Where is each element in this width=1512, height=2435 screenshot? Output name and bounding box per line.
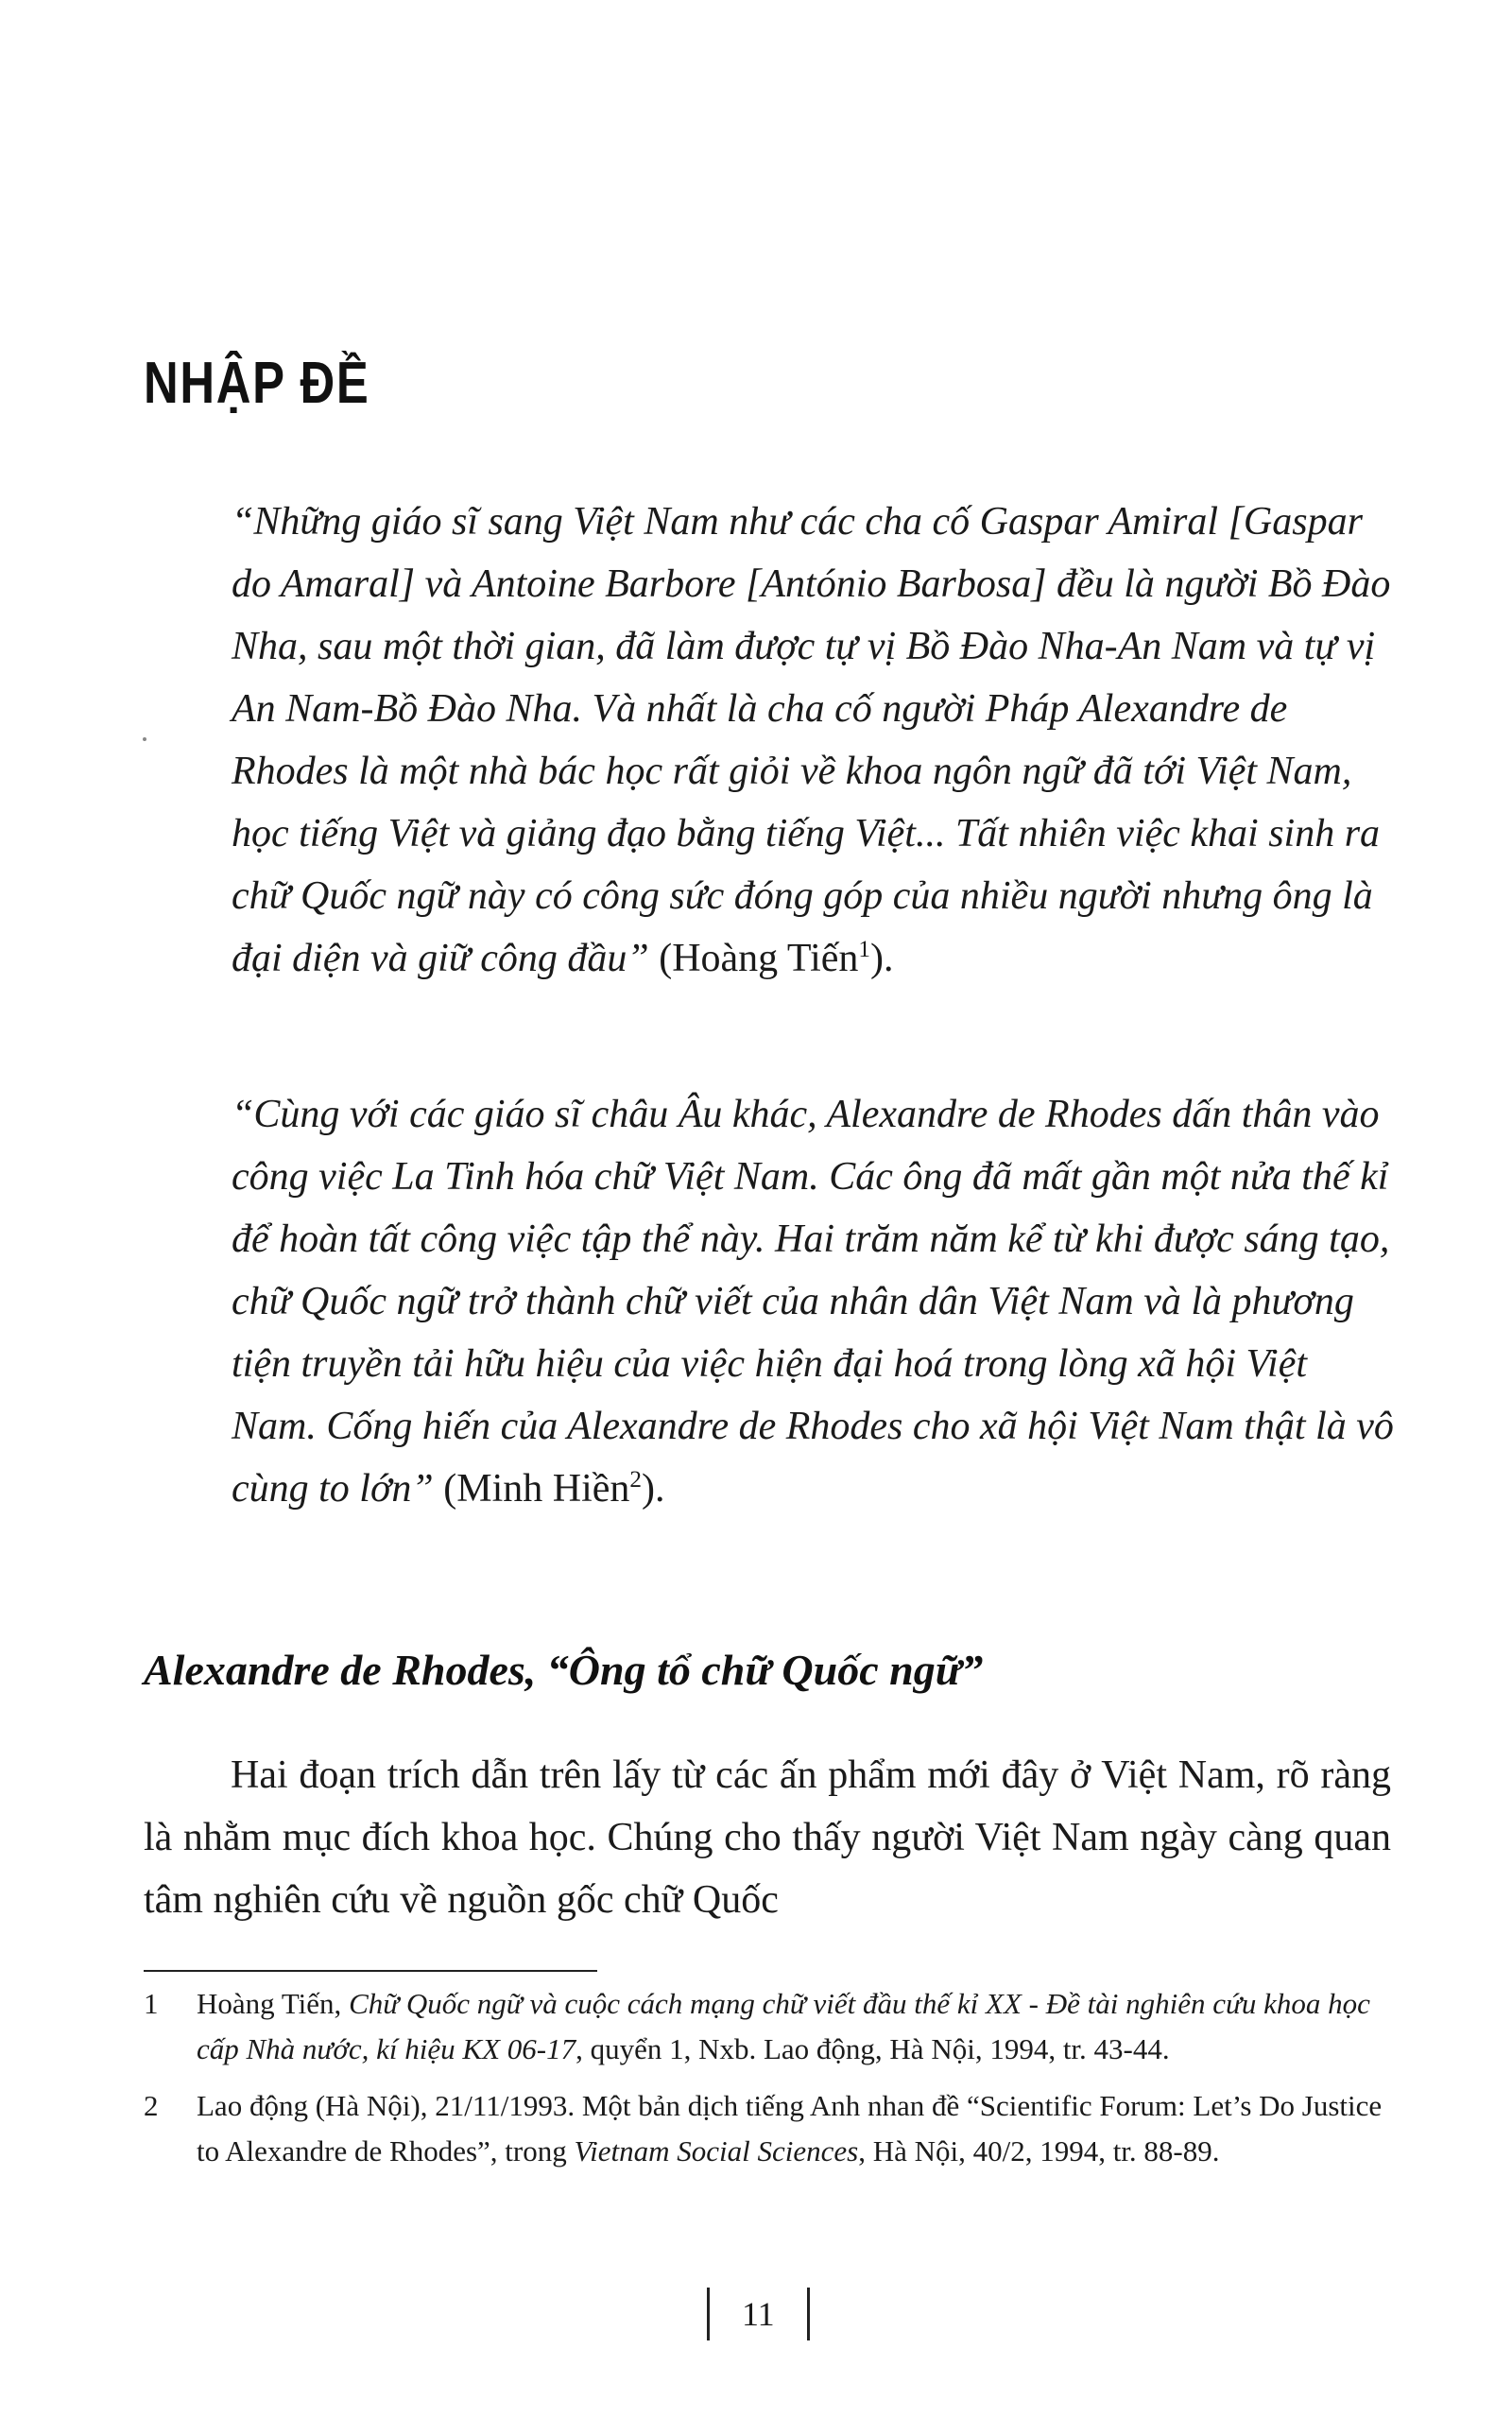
footnote-number: 1 — [144, 1987, 159, 2020]
footnote-text-post: , Hà Nội, 40/2, 1994, tr. 88-89. — [858, 2134, 1220, 2167]
footnote-2 — [144, 2083, 1391, 2174]
footnote-divider — [144, 1970, 597, 1972]
epigraph-quote-1 — [232, 491, 1394, 990]
footnote-number: 2 — [144, 2089, 159, 2122]
footnote-ref-1[interactable]: 1 — [858, 937, 870, 962]
footnote-text-post: , quyển 1, Nxb. Lao động, Hà Nội, 1994, tr. 43-44. — [576, 2032, 1170, 2065]
footnote-title: Vietnam Social Sciences — [574, 2134, 859, 2167]
quote-1-attribution-close: ). — [870, 937, 894, 980]
quote-1-text: “Những giáo sĩ sang Việt Nam như các cha cố Gaspar Amiral [Gaspar do Amaral] và Antoine Barbore [António Barbosa] đều là người Bồ Đào Nha, sau một thời gian, đã làm được tự vị Bồ Đào Nha-An Nam và tự vị An Nam-Bồ Đào Nha. Và nhất là cha cố người Pháp Alexandre de Rhodes là một nhà bác học rất giỏi về khoa ngôn ngữ đã tới Việt Nam, học tiếng Việt và giảng đạo bằng tiếng Việt... Tất nhiên việc khai sinh ra chữ Quốc ngữ này có công sức đóng góp của nhiều người nhưng ông là đại diện và giữ công đầu” — [232, 500, 1391, 980]
page-number-block — [707, 2288, 810, 2340]
chapter-title: NHẬP ĐỀ — [144, 351, 370, 416]
footnote-text: Lao động (Hà Nội), 21/11/1993. Một bản dịch tiếng Anh nhan đề “Scientific Forum: Let’s Do Justice to Alexandre de Rhodes”, trong — [197, 2089, 1383, 2167]
footnote-1 — [144, 1981, 1391, 2072]
footnote-ref-2[interactable]: 2 — [629, 1467, 643, 1493]
epigraph-quote-2 — [232, 1083, 1394, 1520]
footnote-text: Hoàng Tiến, — [197, 1987, 350, 2020]
section-heading: Alexandre de Rhodes, “Ông tổ chữ Quốc ngữ” — [144, 1646, 984, 1694]
footnote-title: Chữ Quốc ngữ và cuộc cách mạng chữ viết đầu thế kỉ XX - Đề tài nghiên cứu khoa học cấp Nhà nước, kí hiệu KX 06-17 — [197, 1987, 1370, 2065]
quote-2-author: (Minh Hiền — [433, 1467, 630, 1511]
quote-2-attribution — [434, 1467, 665, 1511]
page-number: 11 — [742, 2295, 775, 2333]
quote-1-author: (Hoàng Tiến — [648, 937, 859, 980]
footnotes-list — [144, 1981, 1391, 2185]
body-paragraph: Hai đoạn trích dẫn trên lấy từ các ấn phẩm mới đây ở Việt Nam, rõ ràng là nhằm mục đích khoa học. Chúng cho thấy người Việt Nam ngày càng quan tâm nghiên cứu về nguồn gốc chữ Quốc — [144, 1753, 1391, 1922]
quote-1-attribution — [649, 937, 894, 980]
quote-2-attribution-close: ). — [642, 1467, 665, 1511]
quote-2-text: “Cùng với các giáo sĩ châu Âu khác, Alexandre de Rhodes dấn thân vào công việc La Tinh hóa chữ Việt Nam. Các ông đã mất gần một nửa thế kỉ để hoàn tất công việc tập thể này. Hai trăm năm kể từ khi được sáng tạo, chữ Quốc ngữ trở thành chữ viết của nhân dân Việt Nam và là phương tiện truyền tải hữu hiệu của việc hiện đại hoá trong lòng xã hội Việt Nam. Cống hiến của Alexandre de Rhodes cho xã hội Việt Nam thật là vô cùng to lớn” — [232, 1093, 1394, 1511]
page-number-right-bar — [807, 2288, 810, 2340]
scan-speck — [143, 737, 146, 741]
